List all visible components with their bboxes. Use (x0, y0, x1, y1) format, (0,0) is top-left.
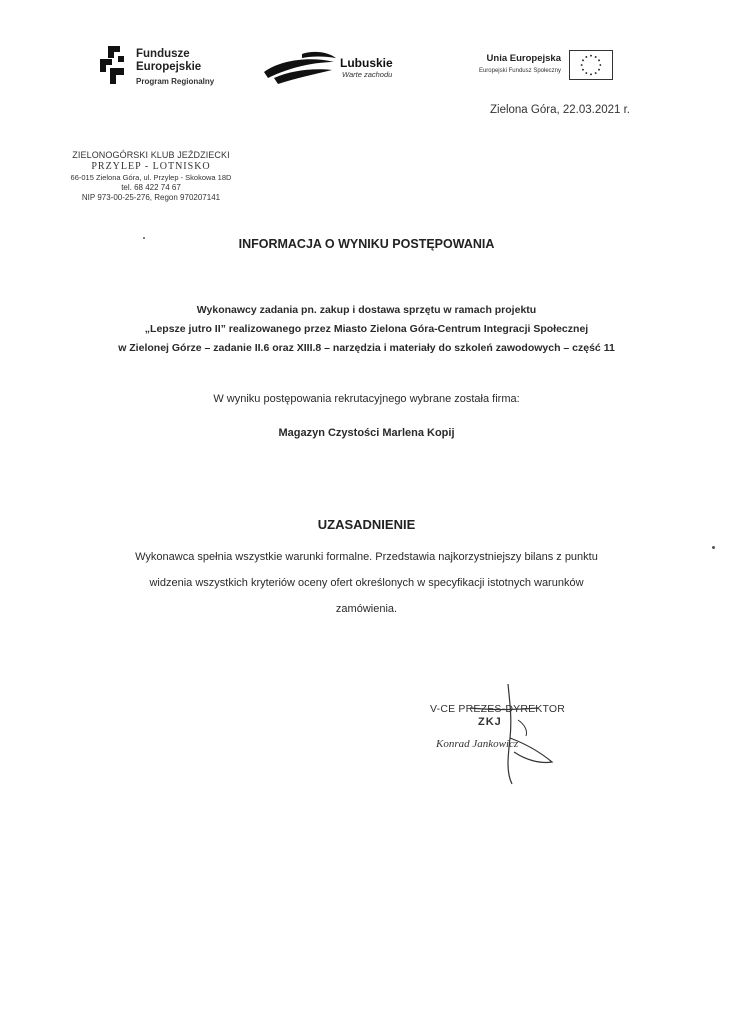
justification-title: UZASADNIENIE (317, 517, 416, 532)
stamp-club-subname: PRZYLEP - LOTNISKO (91, 161, 211, 172)
scan-speck (712, 546, 715, 549)
justification-paragraph (70, 544, 663, 622)
lubuskie-swoosh-icon (262, 50, 342, 86)
handwritten-signature (440, 680, 570, 790)
justification-line-1: Wykonawca spełnia wszystkie warunki formalne. Przedstawia najkorzystniejszy bilans z punktu (135, 551, 598, 563)
stamp-club-name: ZIELONOGÓRSKI KLUB JEŹDZIECKI (72, 150, 230, 160)
fundusze-europejskie-mark-icon (98, 46, 128, 86)
lubuskie-name: Lubuskie (340, 56, 393, 70)
intro-line-3: w Zielonej Górze – zadanie II.6 oraz XIII.8 – narzędzia i materiały do szkoleń zawodowych – część 11 (118, 342, 615, 354)
document-title: INFORMACJA O WYNIKU POSTĘPOWANIA (238, 237, 495, 251)
fundusze-europejskie-logo (98, 46, 238, 92)
signature-name: Konrad Jankowicz (436, 738, 519, 750)
eu-flag-icon (569, 50, 613, 80)
club-address-stamp (56, 150, 246, 202)
signature-role: V-CE PREZES-DYREKTOR (430, 703, 566, 715)
fe-logo-line1: Fundusze (136, 48, 190, 60)
intro-line-1: Wykonawcy zadania pn. zakup i dostawa sprzętu w ramach projektu (196, 304, 537, 316)
document-date: Zielona Góra, 22.03.2021 r. (489, 104, 630, 116)
stamp-address: 66-015 Zielona Góra, ul. Przylep - Skokowa 18D (70, 173, 232, 182)
eu-fund-name: Europejski Fundusz Społeczny (478, 68, 561, 74)
fe-logo-line2: Europejskie (136, 61, 202, 73)
stamp-tax-ids: NIP 973-00-25-276, Regon 970207141 (81, 193, 221, 202)
lubuskie-logo (262, 50, 412, 90)
fe-logo-subtitle: Program Regionalny (136, 77, 215, 86)
intro-line-2: „Lepsze jutro II” realizowanego przez Miasto Zielona Góra-Centrum Integracji Społecznej (144, 323, 589, 335)
eu-logo (453, 50, 613, 84)
fe-logo-title (136, 48, 201, 74)
signature-org: ZKJ (478, 716, 502, 728)
selected-company: Magazyn Czystości Marlena Kopij (278, 427, 455, 439)
justification-line-3: zamówienia. (335, 603, 398, 615)
eu-name: Unia Europejska (486, 53, 561, 64)
justification-line-2: widzenia wszystkich kryteriów oceny ofert określonych w specyfikacji istotnych warunków (149, 577, 584, 589)
lubuskie-tagline: Warte zachodu (342, 70, 393, 79)
stamp-phone: tel. 68 422 74 67 (121, 183, 181, 192)
selection-statement: W wyniku postępowania rekrutacyjnego wybrane została firma: (213, 393, 520, 405)
intro-paragraph (40, 301, 693, 358)
